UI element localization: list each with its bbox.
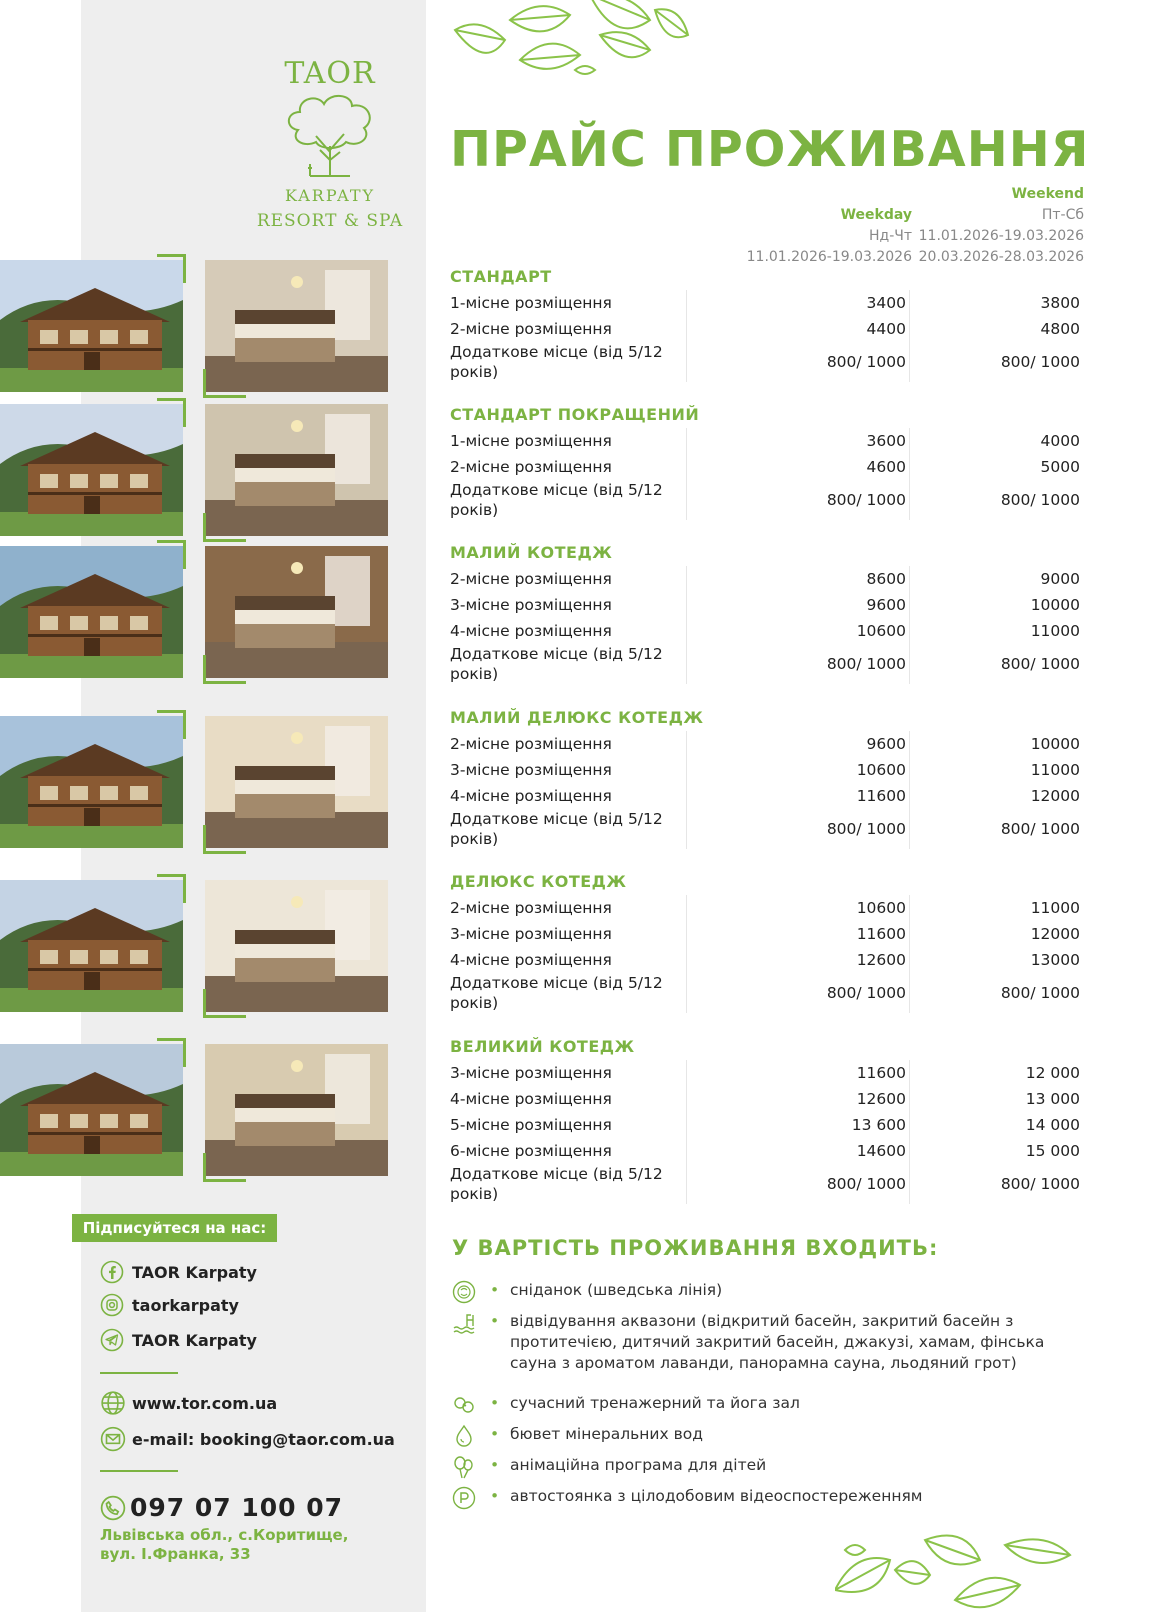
- row-label: Додаткове місце (від 5/12 років): [450, 645, 663, 683]
- column-divider: [909, 1060, 910, 1204]
- price-row: [450, 644, 1086, 684]
- weekend-price: 13 000: [1025, 1090, 1080, 1108]
- weekday-price: 800/ 1000: [826, 491, 906, 509]
- weekend-price: 12 000: [1025, 1064, 1080, 1082]
- weekday-price: 3400: [866, 294, 906, 312]
- price-row: [450, 1112, 1086, 1138]
- price-row: [450, 342, 1086, 382]
- address-line-1: Львівська обл., с.Коритище,: [100, 1526, 349, 1544]
- pool-icon: [452, 1311, 476, 1335]
- row-label: Додаткове місце (від 5/12 років): [450, 481, 663, 519]
- phone-icon: [100, 1495, 126, 1521]
- email-label: e-mail: booking@taor.com.ua: [132, 1429, 395, 1449]
- weekday-price: 800/ 1000: [826, 353, 906, 371]
- row-label: 2-місне розміщення: [450, 570, 612, 588]
- facebook-icon: [100, 1260, 124, 1284]
- weekday-price: 10600: [856, 622, 906, 640]
- weekend-price: 11000: [1030, 899, 1080, 917]
- weekend-price: 800/ 1000: [1000, 655, 1080, 673]
- row-label: 4-місне розміщення: [450, 1090, 612, 1108]
- column-divider: [909, 428, 910, 520]
- weekday-price: 12600: [856, 951, 906, 969]
- row-label: 3-місне розміщення: [450, 761, 612, 779]
- bullet: •: [490, 1281, 500, 1299]
- exterior-photo: [0, 260, 183, 392]
- section-title: СТАНДАРТ: [450, 267, 552, 286]
- weekend-price: 800/ 1000: [1000, 820, 1080, 838]
- tree-logo-icon: [280, 90, 380, 180]
- address-line-2: вул. І.Франка, 33: [100, 1545, 251, 1563]
- globe-icon: [100, 1390, 126, 1416]
- column-divider: [909, 731, 910, 849]
- weekday-price: 800/ 1000: [826, 820, 906, 838]
- row-label: 3-місне розміщення: [450, 925, 612, 943]
- column-divider: [686, 895, 687, 1013]
- resort-logo: [255, 58, 405, 231]
- weekend-price: 800/ 1000: [1000, 1175, 1080, 1193]
- column-divider: [686, 428, 687, 520]
- parking-icon: [452, 1486, 476, 1510]
- frame-corner: [203, 655, 246, 684]
- gym-icon: [452, 1393, 476, 1417]
- row-label: 5-місне розміщення: [450, 1116, 612, 1134]
- instagram-label: taorkarpaty: [132, 1295, 239, 1315]
- telegram-label: TAOR Karpaty: [132, 1330, 257, 1350]
- bullet: •: [490, 1487, 500, 1505]
- included-title: У ВАРТІСТЬ ПРОЖИВАННЯ ВХОДИТЬ:: [452, 1236, 939, 1260]
- column-divider: [686, 566, 687, 684]
- column-divider: [909, 895, 910, 1013]
- price-row: [450, 316, 1086, 342]
- weekday-price: 12600: [856, 1090, 906, 1108]
- weekday-price: 11600: [856, 1064, 906, 1082]
- phone-link[interactable]: [100, 1493, 343, 1522]
- phone-number: 097 07 100 07: [130, 1493, 344, 1522]
- exterior-photo: [0, 1044, 183, 1176]
- price-section: [450, 264, 1086, 382]
- price-section: [450, 402, 1086, 520]
- bullet: •: [490, 1425, 500, 1443]
- breakfast-icon: [452, 1280, 476, 1304]
- weekend-dates: 20.03.2026-28.03.2026: [918, 249, 1084, 265]
- frame-corner: [157, 254, 186, 283]
- weekday-dates: 11.01.2026-19.03.2026: [746, 249, 912, 265]
- column-divider: [909, 566, 910, 684]
- row-label: 3-місне розміщення: [450, 596, 612, 614]
- weekday-header: [747, 205, 912, 268]
- weekend-price: 10000: [1030, 735, 1080, 753]
- facebook-link[interactable]: [100, 1260, 257, 1284]
- frame-corner: [157, 540, 186, 569]
- weekend-price: 12000: [1030, 925, 1080, 943]
- frame-corner: [157, 874, 186, 903]
- frame-corner: [203, 369, 246, 398]
- facebook-label: TAOR Karpaty: [132, 1262, 257, 1282]
- instagram-link[interactable]: [100, 1293, 239, 1317]
- column-divider: [686, 731, 687, 849]
- weekend-price: 800/ 1000: [1000, 491, 1080, 509]
- section-title: ВЕЛИКИЙ КОТЕДЖ: [450, 1037, 635, 1056]
- row-label: 4-місне розміщення: [450, 951, 612, 969]
- exterior-photo: [0, 716, 183, 848]
- weekday-price: 11600: [856, 787, 906, 805]
- included-text: сніданок (шведська лінія): [510, 1281, 723, 1299]
- price-section: [450, 869, 1086, 1013]
- mail-icon: [100, 1426, 126, 1452]
- bullet: •: [490, 1394, 500, 1412]
- row-label: 2-місне розміщення: [450, 735, 612, 753]
- row-label: 1-місне розміщення: [450, 294, 612, 312]
- row-label: Додаткове місце (від 5/12 років): [450, 974, 663, 1012]
- row-label: 4-місне розміщення: [450, 622, 612, 640]
- weekend-price: 15 000: [1025, 1142, 1080, 1160]
- price-row: [450, 1138, 1086, 1164]
- price-section: [450, 705, 1086, 849]
- weekend-price: 800/ 1000: [1000, 984, 1080, 1002]
- weekend-days: Пт-Сб: [1041, 207, 1084, 223]
- weekend-dates-top: 11.01.2026-19.03.2026: [918, 228, 1084, 244]
- exterior-photo: [0, 880, 183, 1012]
- weekday-days: Нд-Чт: [868, 228, 912, 244]
- row-label: 2-місне розміщення: [450, 320, 612, 338]
- weekday-price: 9600: [866, 596, 906, 614]
- weekday-price: 8600: [866, 570, 906, 588]
- row-label: 4-місне розміщення: [450, 787, 612, 805]
- logo-text-resort-spa: RESORT & SPA: [256, 211, 404, 231]
- price-row: [450, 731, 1086, 757]
- weekday-price: 800/ 1000: [826, 1175, 906, 1193]
- price-row: [450, 1086, 1086, 1112]
- price-row: [450, 592, 1086, 618]
- row-label: 2-місне розміщення: [450, 458, 612, 476]
- section-title: СТАНДАРТ ПОКРАЩЕНИЙ: [450, 405, 700, 424]
- row-label: Додаткове місце (від 5/12 років): [450, 343, 663, 381]
- included-text: відвідування аквазони (відкритий басейн, закритий басейн з протитечією, дитячий закритий басейн, джакузі, хамам, фінська сауна з ароматом лаванди, панорамна сауна, льодяний грот): [510, 1312, 1045, 1372]
- leaves-decoration-bottom: [835, 1530, 1075, 1612]
- included-text: анімаційна програма для дітей: [510, 1456, 767, 1474]
- price-row: [450, 895, 1086, 921]
- address: [100, 1526, 348, 1564]
- telegram-icon: [100, 1328, 124, 1352]
- price-row: [450, 947, 1086, 973]
- frame-corner: [203, 1153, 246, 1182]
- frame-corner: [157, 710, 186, 739]
- weekday-price: 11600: [856, 925, 906, 943]
- frame-corner: [157, 398, 186, 427]
- price-row: [450, 1060, 1086, 1086]
- weekend-price: 4800: [1040, 320, 1080, 338]
- weekday-label: Weekday: [840, 207, 912, 223]
- page-title: ПРАЙС ПРОЖИВАННЯ: [450, 121, 1090, 178]
- follow-us-banner: Підписуйтеся на нас:: [72, 1214, 277, 1242]
- weekend-price: 4000: [1040, 432, 1080, 450]
- divider: [100, 1372, 178, 1374]
- bullet: •: [490, 1312, 500, 1330]
- weekend-price: 13000: [1030, 951, 1080, 969]
- column-divider: [909, 290, 910, 382]
- row-label: 2-місне розміщення: [450, 899, 612, 917]
- weekday-price: 10600: [856, 761, 906, 779]
- logo-text-taor: TAOR: [284, 56, 376, 91]
- weekend-price: 11000: [1030, 761, 1080, 779]
- weekend-price: 800/ 1000: [1000, 353, 1080, 371]
- frame-corner: [157, 1038, 186, 1067]
- weekday-price: 10600: [856, 899, 906, 917]
- price-section: [450, 540, 1086, 684]
- weekday-price: 3600: [866, 432, 906, 450]
- weekend-header: [919, 184, 1084, 268]
- weekend-price: 9000: [1040, 570, 1080, 588]
- website-label: www.tor.com.ua: [132, 1393, 278, 1413]
- row-label: 6-місне розміщення: [450, 1142, 612, 1160]
- frame-corner: [203, 989, 246, 1018]
- price-row: [450, 757, 1086, 783]
- price-row: [450, 783, 1086, 809]
- exterior-photo: [0, 546, 183, 678]
- leaves-decoration-top: [450, 0, 690, 82]
- price-row: [450, 809, 1086, 849]
- divider: [100, 1470, 178, 1472]
- weekday-price: 9600: [866, 735, 906, 753]
- price-section: [450, 1034, 1086, 1204]
- exterior-photo: [0, 404, 183, 536]
- email-link[interactable]: [100, 1426, 395, 1452]
- frame-corner: [203, 513, 246, 542]
- price-row: [450, 428, 1086, 454]
- weekday-price: 800/ 1000: [826, 984, 906, 1002]
- weekday-price: 14600: [856, 1142, 906, 1160]
- included-text: автостоянка з цілодобовим відеоспостереженням: [510, 1487, 923, 1505]
- column-divider: [686, 1060, 687, 1204]
- row-label: Додаткове місце (від 5/12 років): [450, 810, 663, 848]
- weekend-price: 5000: [1040, 458, 1080, 476]
- price-row: [450, 290, 1086, 316]
- weekday-price: 13 600: [851, 1116, 906, 1134]
- telegram-link[interactable]: [100, 1328, 257, 1352]
- price-row: [450, 566, 1086, 592]
- section-title: ДЕЛЮКС КОТЕДЖ: [450, 872, 627, 891]
- balloons-icon: [452, 1455, 476, 1479]
- instagram-icon: [100, 1293, 124, 1317]
- included-text: сучасний тренажерний та йога зал: [510, 1394, 800, 1412]
- section-title: МАЛИЙ ДЕЛЮКС КОТЕДЖ: [450, 708, 704, 727]
- logo-text-karpaty: KARPATY: [284, 186, 376, 205]
- price-row: [450, 480, 1086, 520]
- water-drop-icon: [452, 1424, 476, 1448]
- weekend-price: 12000: [1030, 787, 1080, 805]
- price-row: [450, 973, 1086, 1013]
- weekend-price: 11000: [1030, 622, 1080, 640]
- section-title: МАЛИЙ КОТЕДЖ: [450, 543, 613, 562]
- row-label: 1-місне розміщення: [450, 432, 612, 450]
- price-row: [450, 921, 1086, 947]
- price-row: [450, 1164, 1086, 1204]
- frame-corner: [203, 825, 246, 854]
- weekend-price: 3800: [1040, 294, 1080, 312]
- weekday-price: 4400: [866, 320, 906, 338]
- column-divider: [686, 290, 687, 382]
- weekday-price: 800/ 1000: [826, 655, 906, 673]
- weekday-price: 4600: [866, 458, 906, 476]
- included-text: бювет мінеральних вод: [510, 1425, 703, 1443]
- weekend-label: Weekend: [1011, 186, 1084, 202]
- weekend-price: 10000: [1030, 596, 1080, 614]
- website-link[interactable]: [100, 1390, 277, 1416]
- price-row: [450, 454, 1086, 480]
- weekend-price: 14 000: [1025, 1116, 1080, 1134]
- price-row: [450, 618, 1086, 644]
- row-label: Додаткове місце (від 5/12 років): [450, 1165, 663, 1203]
- bullet: •: [490, 1456, 500, 1474]
- row-label: 3-місне розміщення: [450, 1064, 612, 1082]
